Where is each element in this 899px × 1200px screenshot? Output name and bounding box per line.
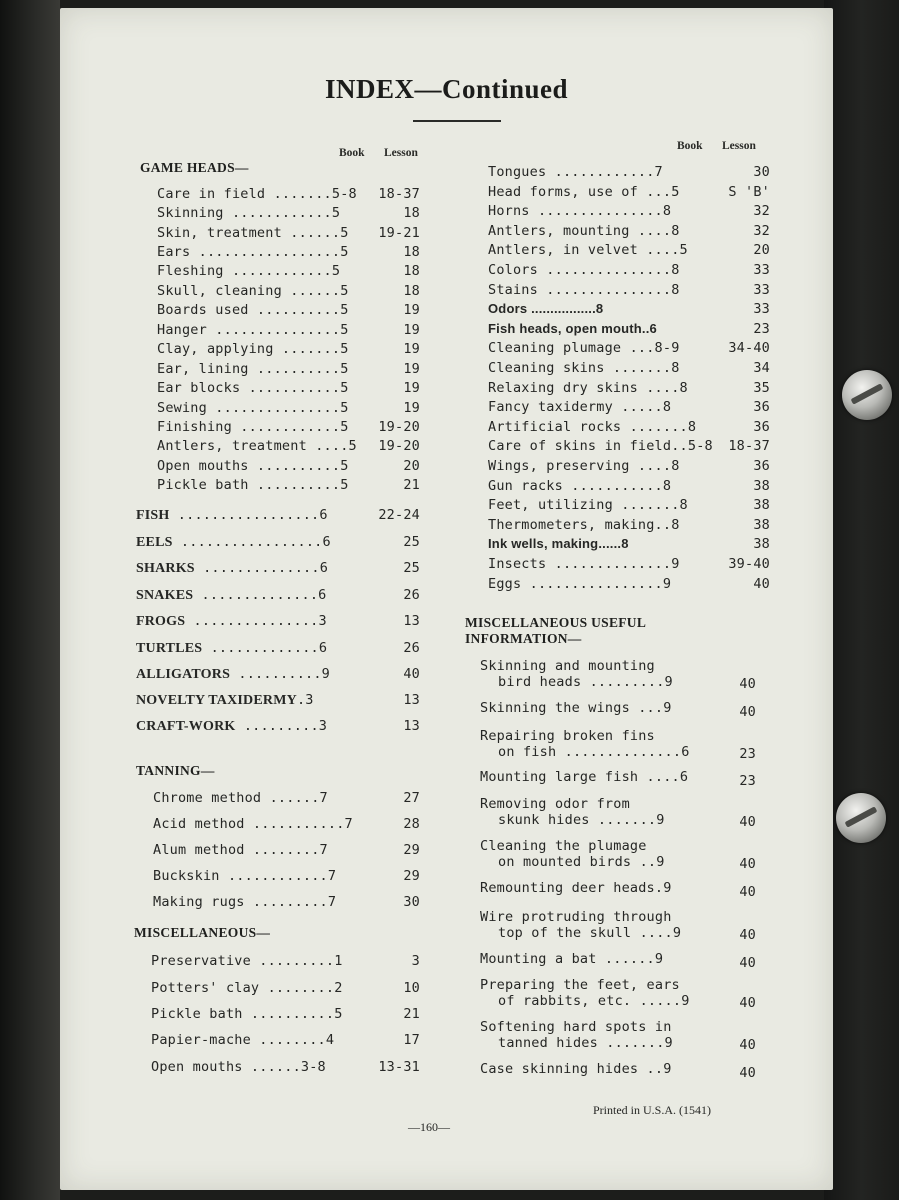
index-entry — [157, 302, 420, 320]
entry-label: FISH — [136, 508, 170, 523]
binder-screw-icon — [836, 793, 886, 843]
entry-lesson: 36 — [753, 458, 770, 474]
entry-lesson: 22-24 — [378, 507, 420, 523]
entry-lesson: 40 — [739, 955, 756, 971]
entry-label: Alum method ........7 — [153, 842, 328, 858]
entry-lesson: 19-20 — [378, 419, 420, 435]
index-entry — [151, 953, 420, 971]
entry-dots-book: ...............3 — [185, 613, 327, 629]
misc-entry — [480, 728, 756, 764]
title-underline — [413, 120, 501, 122]
entry-lesson: 13 — [403, 613, 420, 629]
index-entry — [157, 225, 420, 243]
entry-label: Making rugs .........7 — [153, 894, 337, 910]
entry-label: EELS — [136, 535, 173, 550]
index-entry — [488, 282, 770, 300]
entry-label: Tongues ............7 — [488, 164, 663, 180]
index-entry — [136, 640, 420, 658]
entry-lesson: 29 — [403, 868, 420, 884]
entry-label: Skinning and mounting — [480, 658, 655, 674]
entry-label: Open mouths ......3-8 — [151, 1059, 326, 1075]
index-entry — [157, 205, 420, 223]
index-page — [60, 8, 833, 1190]
entry-label: Antlers, mounting ....8 — [488, 222, 680, 239]
binder-right-edge — [824, 0, 899, 1200]
entry-label: Horns ...............8 — [488, 203, 672, 220]
index-entry — [136, 560, 420, 578]
entry-label: Care of skins in field..5-8 — [488, 438, 713, 455]
index-entry — [488, 438, 770, 456]
entry-label: Pickle bath ..........5 — [151, 1006, 343, 1022]
entry-lesson: 10 — [403, 980, 420, 996]
index-entry — [488, 321, 770, 339]
index-entry — [153, 868, 420, 886]
entry-label: Potters' clay ........2 — [151, 980, 343, 996]
index-entry — [151, 1059, 420, 1077]
entry-lesson: 21 — [403, 477, 420, 493]
entry-label: Skull, cleaning ......5 — [157, 283, 349, 299]
binder-left-edge — [0, 0, 60, 1200]
left-lesson-header: Lesson — [384, 147, 418, 159]
index-entry — [153, 842, 420, 860]
entry-lesson: 13 — [403, 718, 420, 734]
entry-lesson: 40 — [739, 704, 756, 720]
index-entry — [488, 164, 770, 182]
entry-dots-book: .3 — [296, 692, 314, 708]
entry-lesson: 20 — [753, 242, 770, 259]
binder-screw-icon — [842, 370, 892, 420]
entry-label: Pickle bath ..........5 — [157, 477, 349, 493]
entry-dots-book: ..............6 — [193, 587, 327, 603]
entry-lesson: 13-31 — [378, 1059, 420, 1075]
entry-label: Mounting large fish ....6 — [480, 769, 689, 785]
entry-label: Feet, utilizing .......8 — [488, 497, 688, 514]
entry-dots-book: .................6 — [169, 507, 328, 523]
entry-dots-book: ..............6 — [194, 560, 329, 576]
entry-lesson: 19 — [403, 400, 420, 416]
entry-label: Eggs ................9 — [488, 575, 672, 592]
entry-label-continued: of rabbits, etc. .....9 — [498, 993, 690, 1009]
entry-lesson: 40 — [739, 995, 756, 1011]
index-entry — [157, 438, 420, 456]
index-entry — [488, 419, 770, 437]
entry-lesson: 21 — [403, 1006, 420, 1022]
entry-label: Artificial rocks .......8 — [488, 418, 697, 435]
entry-dots-book: .............6 — [202, 640, 328, 656]
entry-lesson: 34 — [753, 360, 770, 376]
entry-label: Clay, applying .......5 — [157, 341, 349, 357]
index-entry — [136, 718, 420, 736]
entry-label: Cleaning skins .......8 — [488, 360, 680, 376]
entry-lesson: 19-21 — [378, 225, 420, 241]
entry-lesson: 19 — [403, 302, 420, 318]
entry-lesson: 3 — [411, 953, 420, 969]
entry-label: TURTLES — [136, 641, 203, 656]
index-entry — [488, 536, 770, 554]
entry-label: Colors ...............8 — [488, 262, 680, 278]
entry-lesson: 18-37 — [378, 186, 420, 202]
entry-lesson: 26 — [403, 587, 420, 603]
index-entry — [157, 477, 420, 495]
entry-label: Acid method ...........7 — [153, 816, 353, 832]
entry-lesson: 38 — [753, 516, 770, 533]
index-entry — [488, 478, 770, 496]
index-entry — [488, 340, 770, 358]
section-heading: GAME HEADS— — [140, 160, 249, 175]
entry-lesson: 33 — [753, 262, 770, 278]
right-book-header: Book — [677, 140, 703, 152]
misc-useful-heading-line2: INFORMATION— — [465, 631, 582, 646]
entry-lesson: 25 — [403, 534, 420, 550]
entry-lesson: 40 — [739, 927, 756, 943]
entry-label: Papier-mache ........4 — [151, 1032, 335, 1048]
index-entry — [488, 399, 770, 417]
misc-entry — [480, 909, 756, 945]
index-entry — [151, 980, 420, 998]
index-entry — [488, 203, 770, 221]
entry-lesson: 18 — [403, 283, 420, 299]
entry-label: SNAKES — [136, 588, 194, 603]
index-entry — [488, 242, 770, 260]
entry-label: Fleshing ............5 — [157, 263, 341, 279]
entry-lesson: 18 — [403, 205, 420, 221]
entry-label: NOVELTY TAXIDERMY — [136, 693, 297, 708]
entry-lesson: 29 — [403, 842, 420, 858]
right-lesson-header: Lesson — [722, 140, 756, 152]
index-entry — [488, 517, 770, 535]
entry-label: Repairing broken fins — [480, 728, 655, 744]
entry-label: Odors .................8 — [488, 301, 604, 317]
misc-entry — [480, 977, 756, 1013]
entry-lesson: 13 — [403, 692, 420, 708]
entry-lesson: 40 — [753, 575, 770, 592]
entry-label-continued: on fish ..............6 — [498, 744, 690, 760]
index-entry — [153, 894, 420, 912]
entry-lesson: 26 — [403, 640, 420, 656]
page-title: INDEX—Continued — [324, 74, 569, 104]
entry-lesson: 40 — [739, 676, 756, 692]
entry-label: Wire protruding through — [480, 909, 672, 925]
entry-label: Preservative .........1 — [151, 953, 343, 969]
entry-label: Cleaning plumage ...8-9 — [488, 340, 680, 357]
entry-lesson: 23 — [739, 746, 756, 762]
index-entry — [151, 1006, 420, 1024]
index-entry — [136, 587, 420, 605]
index-entry — [157, 283, 420, 301]
entry-label: Insects ..............9 — [488, 556, 680, 572]
entry-label-continued: on mounted birds ..9 — [498, 854, 665, 870]
index-entry — [136, 692, 420, 710]
index-entry — [136, 613, 420, 631]
entry-dots-book: .................6 — [172, 534, 331, 550]
entry-label: Boards used ..........5 — [157, 302, 349, 318]
entry-lesson: 32 — [753, 222, 770, 239]
entry-lesson: 40 — [739, 1037, 756, 1053]
entry-lesson: 38 — [753, 477, 770, 494]
section-heading: MISCELLANEOUS— — [134, 925, 271, 940]
entry-lesson: 32 — [753, 203, 770, 220]
entry-label-continued: top of the skull ....9 — [498, 925, 682, 941]
misc-entry — [480, 658, 756, 694]
index-entry — [153, 816, 420, 834]
entry-label: Stains ...............8 — [488, 281, 680, 298]
entry-lesson: 18-37 — [728, 438, 770, 455]
entry-label: Case skinning hides ..9 — [480, 1061, 672, 1077]
entry-lesson: 17 — [403, 1032, 420, 1048]
index-entry — [488, 184, 770, 202]
index-entry — [157, 263, 420, 281]
entry-label: Skinning the wings ...9 — [480, 700, 672, 716]
index-entry — [488, 497, 770, 515]
misc-entry — [480, 796, 756, 832]
entry-lesson: 38 — [753, 536, 770, 553]
entry-label: Ear, lining ..........5 — [157, 361, 349, 377]
entry-lesson: 25 — [403, 560, 420, 576]
index-entry — [157, 322, 420, 340]
index-entry — [488, 576, 770, 594]
entry-label: Relaxing dry skins ....8 — [488, 379, 688, 396]
entry-lesson: 40 — [739, 856, 756, 872]
index-entry — [157, 419, 420, 437]
index-entry — [157, 244, 420, 262]
entry-lesson: 40 — [739, 814, 756, 830]
misc-entry — [480, 1019, 756, 1055]
entry-dots-book: .........3 — [235, 718, 328, 734]
entry-lesson: 19 — [403, 361, 420, 377]
index-entry — [136, 507, 420, 525]
entry-lesson: 27 — [403, 790, 420, 806]
entry-label: Skin, treatment ......5 — [157, 225, 349, 241]
entry-label: Skinning ............5 — [157, 205, 341, 221]
entry-label: Fish heads, open mouth..6 — [488, 320, 657, 336]
entry-label-continued: tanned hides .......9 — [498, 1035, 673, 1051]
index-entry — [151, 1032, 420, 1050]
entry-label: Finishing ............5 — [157, 419, 349, 435]
page-number: —160— — [408, 1120, 450, 1134]
entry-label: Chrome method ......7 — [153, 790, 328, 806]
entry-lesson: 36 — [753, 418, 770, 435]
entry-dots-book: ..........9 — [230, 666, 331, 682]
entry-label: Ear blocks ...........5 — [157, 380, 349, 396]
entry-lesson: 23 — [753, 320, 770, 337]
entry-lesson: S 'B' — [728, 183, 770, 200]
section-heading: TANNING— — [136, 763, 215, 778]
entry-label: Wings, preserving ....8 — [488, 458, 680, 474]
entry-label: Antlers, treatment ....5 — [157, 438, 357, 454]
entry-lesson: 33 — [753, 301, 770, 318]
entry-lesson: 18 — [403, 244, 420, 260]
entry-label: Hanger ...............5 — [157, 322, 349, 338]
entry-label: Remounting deer heads.9 — [480, 880, 672, 896]
entry-lesson: 23 — [739, 773, 756, 789]
entry-label: Removing odor from — [480, 796, 630, 812]
index-entry — [153, 790, 420, 808]
entry-label: Care in field .......5-8 — [157, 186, 357, 202]
index-entry — [488, 556, 770, 574]
entry-lesson: 33 — [753, 281, 770, 298]
entry-lesson: 40 — [403, 666, 420, 682]
entry-label: Fancy taxidermy .....8 — [488, 399, 672, 416]
entry-lesson: 40 — [739, 884, 756, 900]
entry-lesson: 19 — [403, 322, 420, 338]
entry-lesson: 19-20 — [378, 438, 420, 454]
entry-lesson: 35 — [753, 379, 770, 396]
entry-label: Buckskin ............7 — [153, 868, 337, 884]
index-entry — [488, 458, 770, 476]
entry-label: ALLIGATORS — [136, 667, 231, 682]
entry-label: Ink wells, making......8 — [488, 536, 629, 552]
index-entry — [157, 186, 420, 204]
misc-useful-heading-line1: MISCELLANEOUS USEFUL — [465, 615, 647, 630]
index-entry — [488, 223, 770, 241]
entry-label: FROGS — [136, 614, 186, 629]
entry-label-continued: skunk hides .......9 — [498, 812, 665, 828]
entry-lesson: 39-40 — [728, 556, 770, 572]
index-entry — [136, 666, 420, 684]
entry-label: Ears .................5 — [157, 244, 349, 260]
misc-entry — [480, 1061, 756, 1097]
entry-lesson: 28 — [403, 816, 420, 832]
misc-entry — [480, 838, 756, 874]
left-book-header: Book — [339, 147, 365, 159]
entry-lesson: 30 — [753, 164, 770, 180]
entry-label: Sewing ...............5 — [157, 400, 349, 416]
entry-label: Head forms, use of ...5 — [488, 183, 680, 200]
entry-lesson: 19 — [403, 380, 420, 396]
entry-lesson: 19 — [403, 341, 420, 357]
printed-note: Printed in U.S.A. (1541) — [593, 1103, 711, 1117]
entry-lesson: 36 — [753, 399, 770, 416]
index-entry — [488, 262, 770, 280]
entry-label: Thermometers, making..8 — [488, 516, 680, 533]
entry-label-continued: bird heads .........9 — [498, 674, 673, 690]
entry-label: SHARKS — [136, 561, 195, 576]
entry-lesson: 20 — [403, 458, 420, 474]
entry-lesson: 30 — [403, 894, 420, 910]
index-entry — [157, 458, 420, 476]
index-entry — [488, 360, 770, 378]
entry-label: Mounting a bat ......9 — [480, 951, 664, 967]
index-entry — [157, 341, 420, 359]
entry-lesson: 18 — [403, 263, 420, 279]
entry-label: Open mouths ..........5 — [157, 458, 349, 474]
entry-lesson: 40 — [739, 1065, 756, 1081]
entry-lesson: 38 — [753, 497, 770, 514]
index-entry — [157, 361, 420, 379]
index-entry — [157, 400, 420, 418]
entry-label: Cleaning the plumage — [480, 838, 647, 854]
entry-lesson: 34-40 — [728, 340, 770, 357]
entry-label: Softening hard spots in — [480, 1019, 672, 1035]
index-entry — [157, 380, 420, 398]
index-entry — [488, 301, 770, 319]
index-entry — [136, 534, 420, 552]
entry-label: Antlers, in velvet ....5 — [488, 242, 688, 259]
index-entry — [488, 380, 770, 398]
entry-label: CRAFT-WORK — [136, 719, 236, 734]
entry-label: Gun racks ...........8 — [488, 477, 672, 494]
entry-label: Preparing the feet, ears — [480, 977, 680, 993]
